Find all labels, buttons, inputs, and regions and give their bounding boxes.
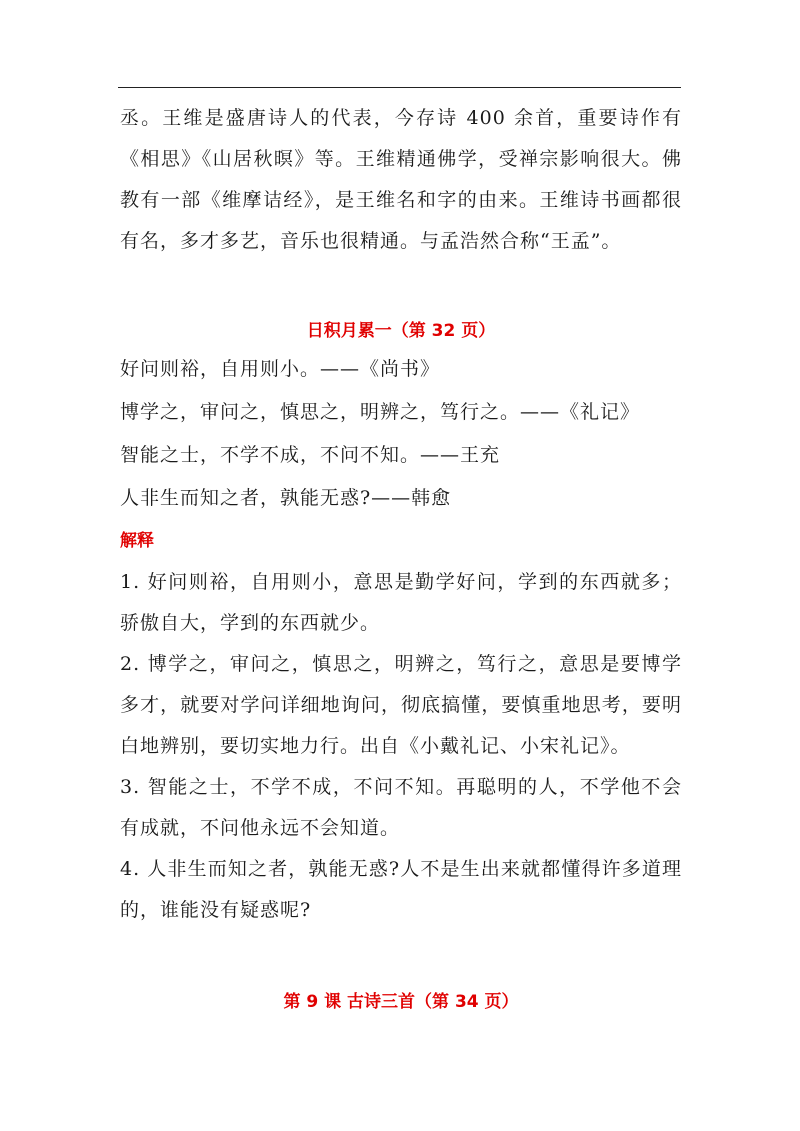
section-heading-rijiyuelei: 日积月累一（第 32 页） xyxy=(306,321,496,341)
explanation-item: 4. 人非生而知之者，孰能无惑?人不是生出来就都懂得许多道理的，谁能没有疑惑呢? xyxy=(120,858,682,921)
quote-item: 智能之士，不学不成，不问不知。——王充 xyxy=(120,444,501,466)
quote-item: 好问则裕，自用则小。——《尚书》 xyxy=(120,358,441,380)
explanation-item: 1. 好问则裕，自用则小，意思是勤学好问，学到的东西就多；骄傲自大，学到的东西就少。 xyxy=(120,571,682,634)
explanation-list xyxy=(120,562,682,931)
explanation-item: 3. 智能之士，不学不成，不问不知。再聪明的人，不学他不会有成就，不问他永远不会知道。 xyxy=(120,776,682,839)
top-divider-line xyxy=(118,87,681,88)
quote-item: 人非生而知之者，孰能无惑?——韩愈 xyxy=(120,487,452,509)
explanation-label: 解释 xyxy=(120,531,154,551)
quote-list xyxy=(120,348,682,520)
explanation-item: 2. 博学之，审问之，慎思之，明辨之，笃行之，意思是要博学多才，就要对学问详细地询问，彻底搞懂，要慎重地思考，要明白地辨别，要切实地力行。出自《小戴礼记、小宋礼记》。 xyxy=(120,653,682,757)
quote-item: 博学之，审问之，慎思之，明辨之，笃行之。——《礼记》 xyxy=(120,401,641,423)
section-heading-lesson-9: 第 9 课 古诗三首（第 34 页） xyxy=(283,992,519,1012)
intro-paragraph: 丞。王维是盛唐诗人的代表，今存诗 400 余首，重要诗作有《相思》《山居秋暝》等。王维精通佛学，受禅宗影响很大。佛教有一部《维摩诘经》，是王维名和字的由来。王维诗书画都很有名，多才多艺，音乐也很精通。与孟浩然合称“王孟”。 xyxy=(120,107,682,252)
